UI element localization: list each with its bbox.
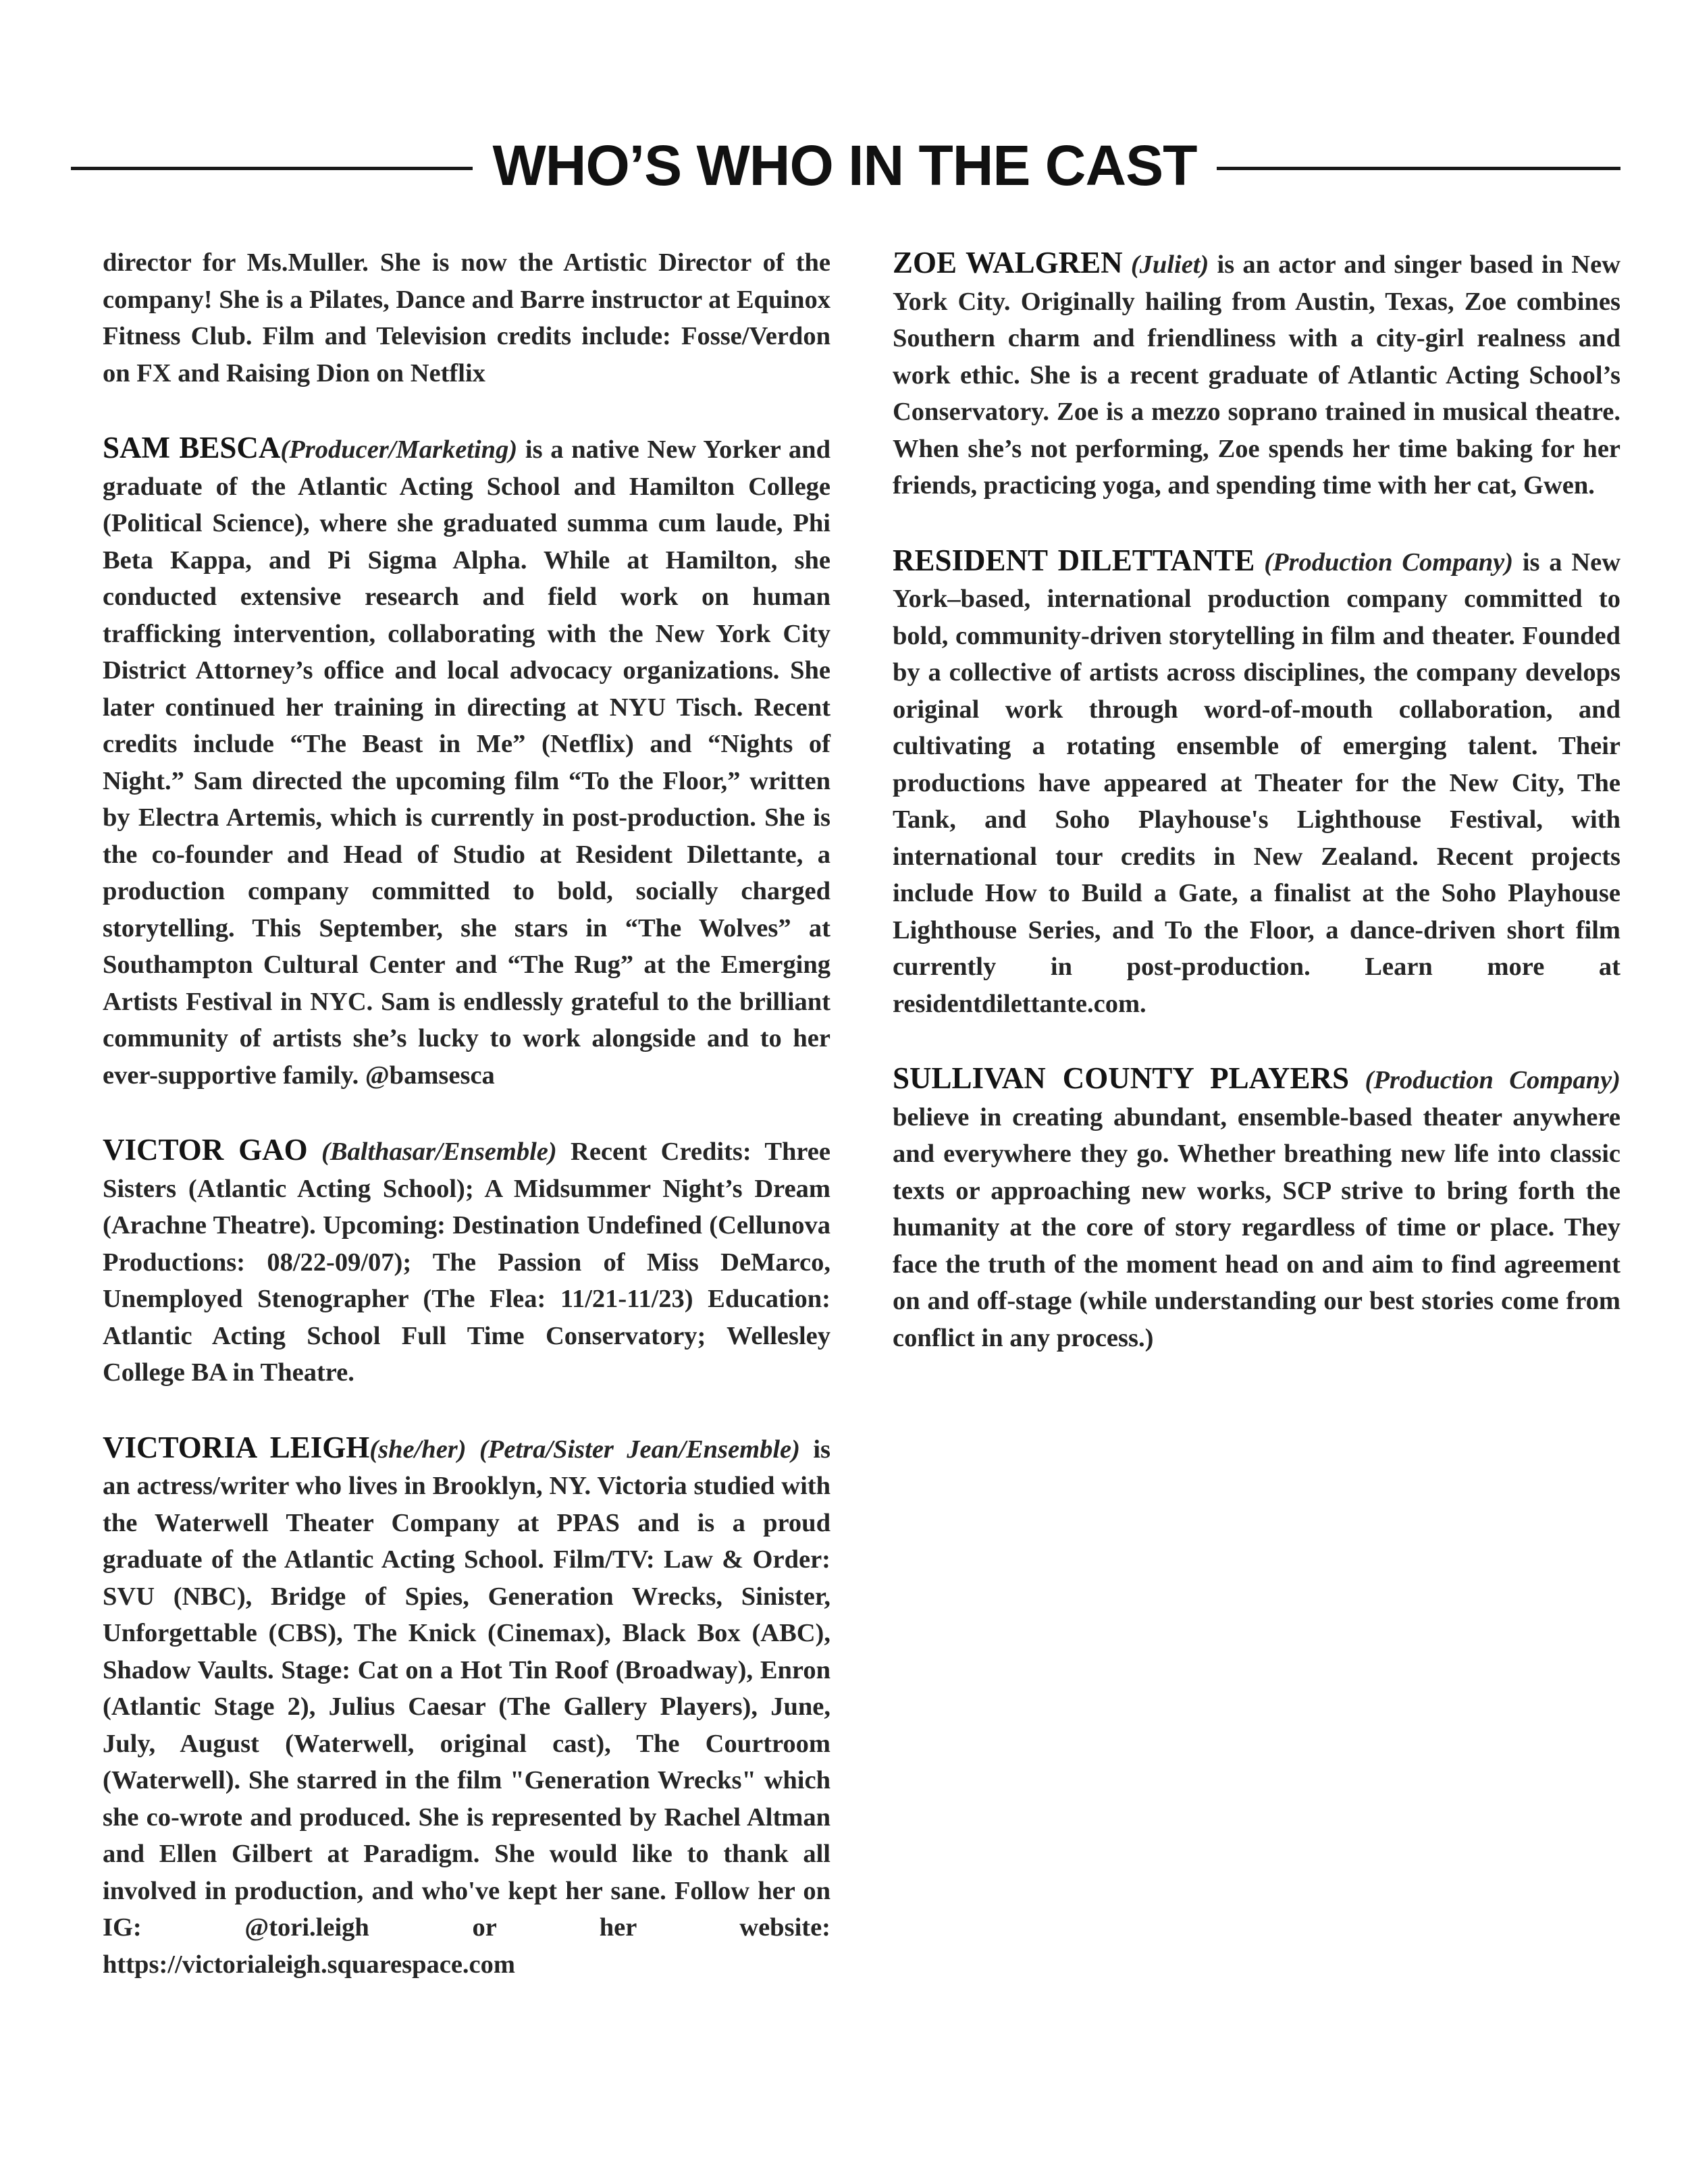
header-rule-left [71,167,473,170]
bio-role: (Production Company) [1264,548,1514,577]
page-header [0,128,1688,203]
bio-text: is a native New Yorker and graduate of the Atlantic Acting School and Hamilton College (Political Science), where she graduated summa cum laude, Phi Beta Kappa, and Pi Sigma Alpha. While at Hamilton, she conducted extensive research and field work on human trafficking intervention, collaborating with the New York City District Attorney’s office and local advocacy organizations. She later continued her training in directing at NYU Tisch. Recent credits include “The Beast in Me” (Netflix) and “Nights of Night.” Sam directed the upcoming film “To the Floor,” written by Electra Artemis, which is currently in post-production. She is the co-founder and Head of Studio at Resident Dilettante, a production company committed to bold, socially charged storytelling. This September, she stars in “The Wolves” at Southampton Cultural Center and “The Rug” at the Emerging Artists Festival in NYC. Sam is endlessly grateful to the brilliant community of artists she’s lucky to work alongside and to her ever-supportive family. @bamsesca [103,435,830,1090]
bio-continuation-text: director for Ms.Muller. She is now the Artistic Director of the company! She is a Pilates, Dance and Barre instructor at Equinox Fitness Club. Film and Television credits include: Fosse/Verdon on FX and Raising Dion on Netflix [103,248,830,388]
bio-text: is a New York–based, international production company committed to bold, community-driven storytelling in film and theater. Founded by a collective of artists across disciplines, the company develops original work through word-of-mouth collaboration, and cultivating a rotating ensemble of emerging talent. Their productions have appeared at Theater for the New City, The Tank, and Soho Playhouse's Lighthouse Festival, with international tour credits in New Zealand. Recent projects include How to Build a Gate, a finalist at the Soho Playhouse Lighthouse Series, and To the Floor, a dance-driven short film currently in post-production. Learn more at residentdilettante.com. [893,548,1621,1018]
bio-name: VICTOR GAO [103,1133,308,1167]
bio-name: ZOE WALGREN [893,246,1123,279]
bio-name: RESIDENT DILETTANTE [893,543,1255,577]
bio-name: SAM BESCA [103,431,281,464]
bio-sam-besca [103,429,830,1094]
bio-sullivan-county-players [893,1060,1620,1356]
bio-name: SULLIVAN COUNTY PLAYERS [893,1061,1350,1095]
bio-role: (Producer/Marketing) [280,435,518,464]
bio-zoe-walgren [893,244,1620,504]
bio-text: is an actress/writer who lives in Brooklyn, NY. Victoria studied with the Waterwell Theater Company at PPAS and is a proud graduate of the Atlantic Acting School. Film/TV: Law & Order: SVU (NBC), Bridge of Spies, Generation Wrecks, Sinister, Unforgettable (CBS), The Knick (Cinemax), Black Box (ABC), Shadow Vaults. Stage: Cat on a Hot Tin Roof (Broadway), Enron (Atlantic Stage 2), Julius Caesar (The Gallery Players), June, July, August (Waterwell, original cast), The Courtroom (Waterwell). She starred in the film "Generation Wrecks" which she co-wrote and produced. She is represented by Rachel Altman and Ellen Gilbert at Paradigm. She would like to thank all involved in production, and who've kept her sane. Follow her on IG: @tori.leigh or her website: https://victorialeigh.squarespace.com [103,1435,830,1979]
bio-role: (Juliet) [1130,250,1209,279]
bio-text: Recent Credits: Three Sisters (Atlantic Acting School); A Midsummer Night’s Dream (Arachne Theatre). Upcoming: Destination Undefined (Cellunova Productions: 08/22-09/07); The Passion of Miss DeMarco, Unemployed Stenographer (The Flea: 11/21-11/23) Education: Atlantic Acting School Full Time Conservatory; Wellesley College BA in Theatre. [103,1138,830,1387]
left-column [103,244,830,2021]
right-column [893,244,1620,1394]
bio-role: (Balthasar/Ensemble) [321,1138,557,1166]
bio-role: (Production Company) [1365,1066,1621,1094]
bio-text: believe in creating abundant, ensemble-based theater anywhere and everywhere they go. Whether breathing new life into classic texts or approaching new works, SCP strive to bring forth the humanity at the core of story regardless of time or place. They face the truth of the moment head on and aim to find agreement on and off-stage (while understanding our best stories come from conflict in any process.) [893,1102,1620,1352]
bio-text: is an actor and singer based in New York City. Originally hailing from Austin, Texas, Zoe combines Southern charm and friendliness with a city-girl realness and work ethic. She is a recent graduate of Atlantic Acting School’s Conservatory. Zoe is a mezzo soprano trained in musical theatre. When she’s not performing, Zoe spends her time baking for her friends, practicing yoga, and spending time with her cat, Gwen. [893,250,1620,500]
header-rule-right [1217,167,1620,170]
bio-name: VICTORIA LEIGH [103,1430,370,1464]
bio-role: (she/her) (Petra/Sister Jean/Ensemble) [369,1435,800,1464]
bio-victor-gao [103,1131,830,1391]
bio-victoria-leigh [103,1429,830,1983]
page-title: WHO’S WHO IN THE CAST [492,134,1197,197]
bio-continuation [103,244,830,392]
bio-resident-dilettante [893,542,1620,1023]
